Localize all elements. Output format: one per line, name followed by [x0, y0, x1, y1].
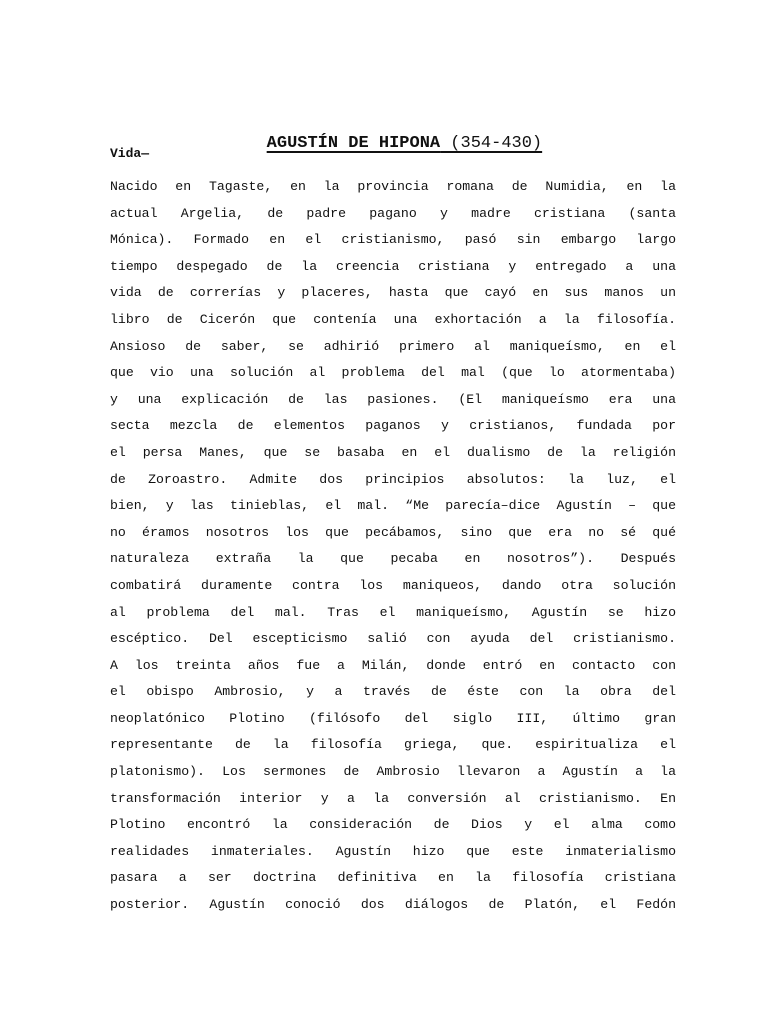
text-line: vida de correrías y placeres, hasta que cayó en sus manos un	[110, 285, 676, 301]
text-line: Mónica). Formado en el cristianismo, pasó sin embargo largo	[110, 232, 676, 248]
title-dates: (354-430)	[440, 134, 543, 153]
text-line: y una explicación de las pasiones. (El maniqueísmo era una	[110, 391, 676, 407]
text-line: libro de Cicerón que contenía una exhortación a la filosofía.	[110, 311, 676, 327]
text-line: transformación interior y a la conversión al cristianismo. En	[110, 790, 676, 806]
text-line: A los treinta años fue a Milán, donde entró en contacto con	[110, 657, 676, 673]
text-line: representante de la filosofía griega, que. espiritualiza el	[110, 737, 676, 753]
text-line: Ansioso de saber, se adhirió primero al maniqueísmo, en el	[110, 338, 676, 354]
text-line: el persa Manes, que se basaba en el dualismo de la religión	[110, 444, 676, 460]
text-line: realidades inmateriales. Agustín hizo que este inmaterialismo	[110, 843, 676, 859]
text-line: actual Argelia, de padre pagano y madre cristiana (santa	[110, 205, 676, 221]
text-line: al problema del mal. Tras el maniqueísmo, Agustín se hizo	[110, 604, 676, 620]
text-line: tiempo despegado de la creencia cristiana y entregado a una	[110, 258, 676, 274]
text-line: secta mezcla de elementos paganos y cristianos, fundada por	[110, 418, 676, 434]
text-line: Nacido en Tagaste, en la provincia romana de Numidia, en la	[110, 179, 676, 194]
text-line: Plotino encontró la consideración de Dios y el alma como	[110, 817, 676, 833]
section-heading: Vida—	[110, 146, 150, 161]
text-line: de Zoroastro. Admite dos principios absolutos: la luz, el	[110, 471, 676, 487]
text-line: bien, y las tinieblas, el mal. “Me parecía–dice Agustín – que	[110, 498, 676, 514]
text-line: naturaleza extraña la que pecaba en nosotros”). Después	[110, 551, 676, 567]
text-line: no éramos nosotros los que pecábamos, sino que era no sé qué	[110, 524, 676, 540]
text-line: platonismo). Los sermones de Ambrosio llevaron a Agustín a la	[110, 764, 676, 780]
title-underline	[267, 132, 542, 156]
body-text	[110, 177, 676, 922]
title-name: AGUSTÍN DE HIPONA	[266, 134, 441, 153]
text-line: el obispo Ambrosio, y a través de éste con la obra del	[110, 684, 676, 700]
text-line: neoplatónico Plotino (filósofo del siglo III, último gran	[110, 710, 676, 726]
text-line: escéptico. Del escepticismo salió con ayuda del cristianismo.	[110, 631, 676, 647]
text-line: posterior. Agustín conoció dos diálogos de Platón, el Fedón	[110, 897, 676, 913]
text-line: combatirá duramente contra los maniqueos, dando otra solución	[110, 577, 676, 593]
text-line: que vio una solución al problema del mal (que lo atormentaba)	[110, 365, 676, 381]
text-line: pasara a ser doctrina definitiva en la filosofía cristiana	[110, 870, 676, 886]
